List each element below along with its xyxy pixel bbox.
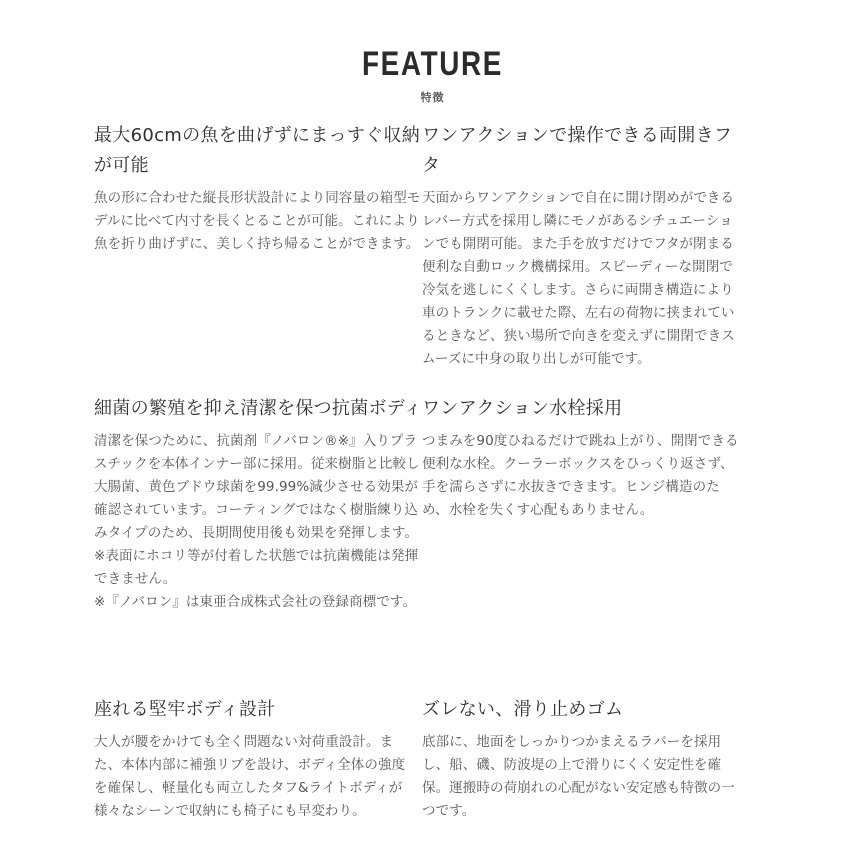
feature-note: ※『ノバロン』は東亜合成株式会社の登録商標です。 [94,594,417,610]
feature-title: ワンアクションで操作できる両開きフタ [422,125,733,176]
feature-title: 座れる堅牢ボディ設計 [94,699,276,720]
feature-description [94,430,424,614]
feature-paragraph: 天面からワンアクションで自在に開け閉めができるレバー方式を採用し隣にモノがあるシチュエーションでも開閉可能。また手を放すだけでフタが閉まる便利な自動ロック機構採用。スピーディーな開閉で冷気を逃しにくくします。さらに両開き構造により車のトランクに載せた際、左右の荷物に挟まれているときなど、狭い場所で向きを変えずに開閉できスムーズに中身の取り出しが可能です。 [422,190,735,367]
feature-title: 最大60cmの魚を曲げずにまっすぐ収納が可能 [94,125,421,176]
feature-double-lid [422,121,744,371]
feature-header [0,44,865,105]
feature-title: 細菌の繁殖を抑え清潔を保つ抗菌ボディ [94,398,422,419]
feature-paragraph: 大人が腰をかけても全く問題ない対荷重設計。また、本体内部に補強リブを設け、ボディ全体の強度を確保し、軽量化も両立したタフ&ライトボディが様々なシーンで収納にも椅子にも早変わり。 [94,734,406,819]
feature-description [94,731,418,823]
feature-description [422,731,744,823]
feature-note: ※表面にホコリ等が付着した状態では抗菌機能は発揮できません。 [94,548,419,587]
feature-description [422,187,744,371]
feature-long-storage [94,121,424,256]
feature-description [94,187,424,256]
feature-description [422,430,744,522]
section-subtitle: 特徴 [420,91,445,104]
feature-antibacterial [94,394,424,614]
section-title: FEATURE [361,45,504,83]
feature-paragraph: つまみを90度ひねるだけで跳ね上がり、開閉できる便利な水栓。クーラーボックスをひっくり返さず、手を濡らさずに水抜きできます。ヒンジ構造のため、水栓を失くす心配もありません。 [422,433,739,518]
feature-paragraph: 清潔を保つために、抗菌剤『ノバロン®※』入りプラスチックを本体インナー部に採用。従来樹脂と比較し大腸菌、黄色ブドウ球菌を99.99%減少させる効果が確認されています。コーティングではなく樹脂練り込みタイプのため、長期間使用後も効果を発揮します。 [94,433,420,541]
feature-sturdy-body [94,695,418,823]
feature-title: ズレない、滑り止めゴム [422,699,624,720]
feature-paragraph: 魚の形に合わせた縦長形状設計により同容量の箱型モデルに比べて内寸を長くとることが可能。これにより魚を折り曲げずに、美しく持ち帰ることができます。 [94,190,421,252]
feature-non-slip-rubber [422,695,744,823]
feature-drain-plug [422,394,744,522]
feature-title: ワンアクション水栓採用 [422,398,623,419]
feature-paragraph: 底部に、地面をしっかりつかまえるラバーを採用し、船、磯、防波堤の上で滑りにくく安定性を確保。運搬時の荷崩れの心配がない安定感も特徴の一つです。 [422,734,735,819]
